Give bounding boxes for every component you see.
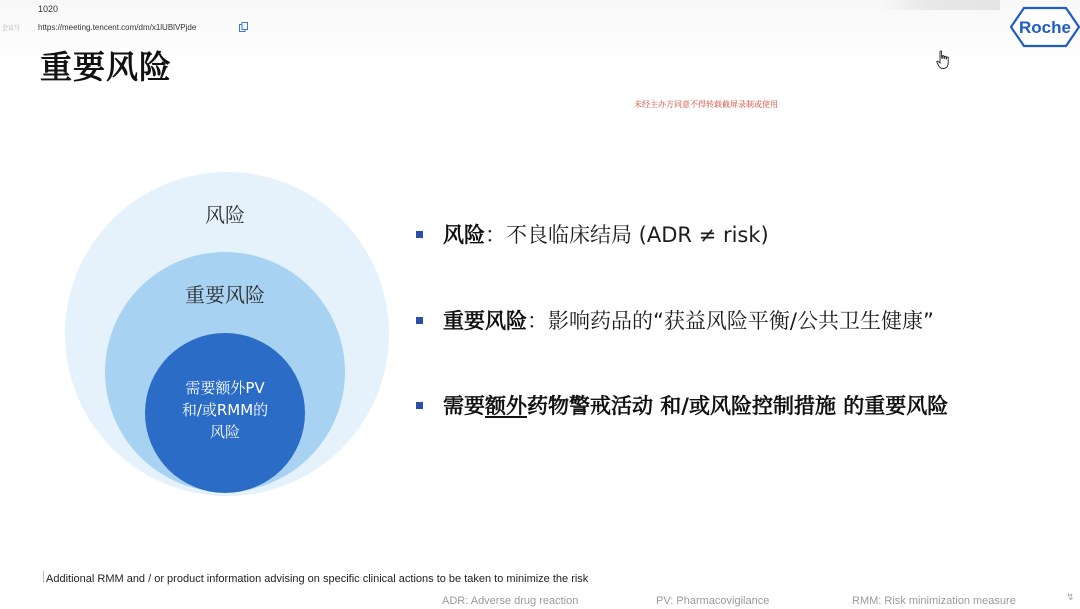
corner-arrow-icon: ↯ xyxy=(1066,592,1075,603)
middle-circle-label: 重要风险 xyxy=(185,283,265,307)
bullet-description: 不良临床结局 (ADR ≠ risk) xyxy=(506,223,769,247)
meeting-url[interactable]: https://meeting.tencent.com/dm/x1lUBlVPjde xyxy=(38,23,197,32)
slide-title: 重要风险 xyxy=(40,48,173,86)
bullet-part-1: 需要 xyxy=(443,394,485,418)
legend-adr: ADR: Adverse drug reaction xyxy=(442,595,579,607)
inner-label-line-3: 风险 xyxy=(209,423,240,441)
bullet-separator: ： xyxy=(527,309,548,333)
bullet-description: 影响药品的“获益风险平衡/公共卫生健康” xyxy=(548,309,934,333)
legend-rmm: RMM: Risk minimization measure xyxy=(852,595,1016,607)
square-bullet-icon xyxy=(416,402,423,409)
legend-pv: PV: Pharmacovigilance xyxy=(656,595,770,607)
blurred-overlay xyxy=(880,0,1000,10)
bullet-term: 风险 xyxy=(443,223,485,247)
bullet-additional-measures xyxy=(416,389,948,421)
bullet-text xyxy=(443,390,948,420)
copy-icon[interactable] xyxy=(239,22,248,32)
roche-logo xyxy=(1010,6,1080,48)
watermark-notice: 未经主办方同意不得转载截屏录制或使用 xyxy=(634,100,778,109)
bullet-part-3: 药物警戒活动 和/或风险控制措施 的重要风险 xyxy=(527,394,949,418)
bullet-risk xyxy=(416,218,769,250)
hand-cursor-icon xyxy=(936,50,950,70)
inner-circle-label xyxy=(165,377,285,443)
bullet-text xyxy=(443,305,934,335)
bullet-separator: ： xyxy=(485,223,506,247)
logo-text: Roche xyxy=(1019,18,1071,37)
outer-circle-label: 风险 xyxy=(205,203,245,227)
footnote: Additional RMM and / or product information advising on specific clinical actions to be taken to minimize the risk xyxy=(46,573,589,585)
square-bullet-icon xyxy=(416,317,423,324)
bullet-important-risk xyxy=(416,304,934,336)
bullet-part-underlined: 额外 xyxy=(485,394,527,418)
meeting-id: 1020 xyxy=(38,4,59,14)
square-bullet-icon xyxy=(416,231,423,238)
inner-label-line-1: 需要额外PV xyxy=(185,379,265,397)
bullet-text xyxy=(443,219,769,249)
bullet-term: 重要风险 xyxy=(443,309,527,333)
inner-label-line-2: 和/或RMM的 xyxy=(181,401,269,419)
meeting-side-label: 会议号 xyxy=(2,25,21,32)
